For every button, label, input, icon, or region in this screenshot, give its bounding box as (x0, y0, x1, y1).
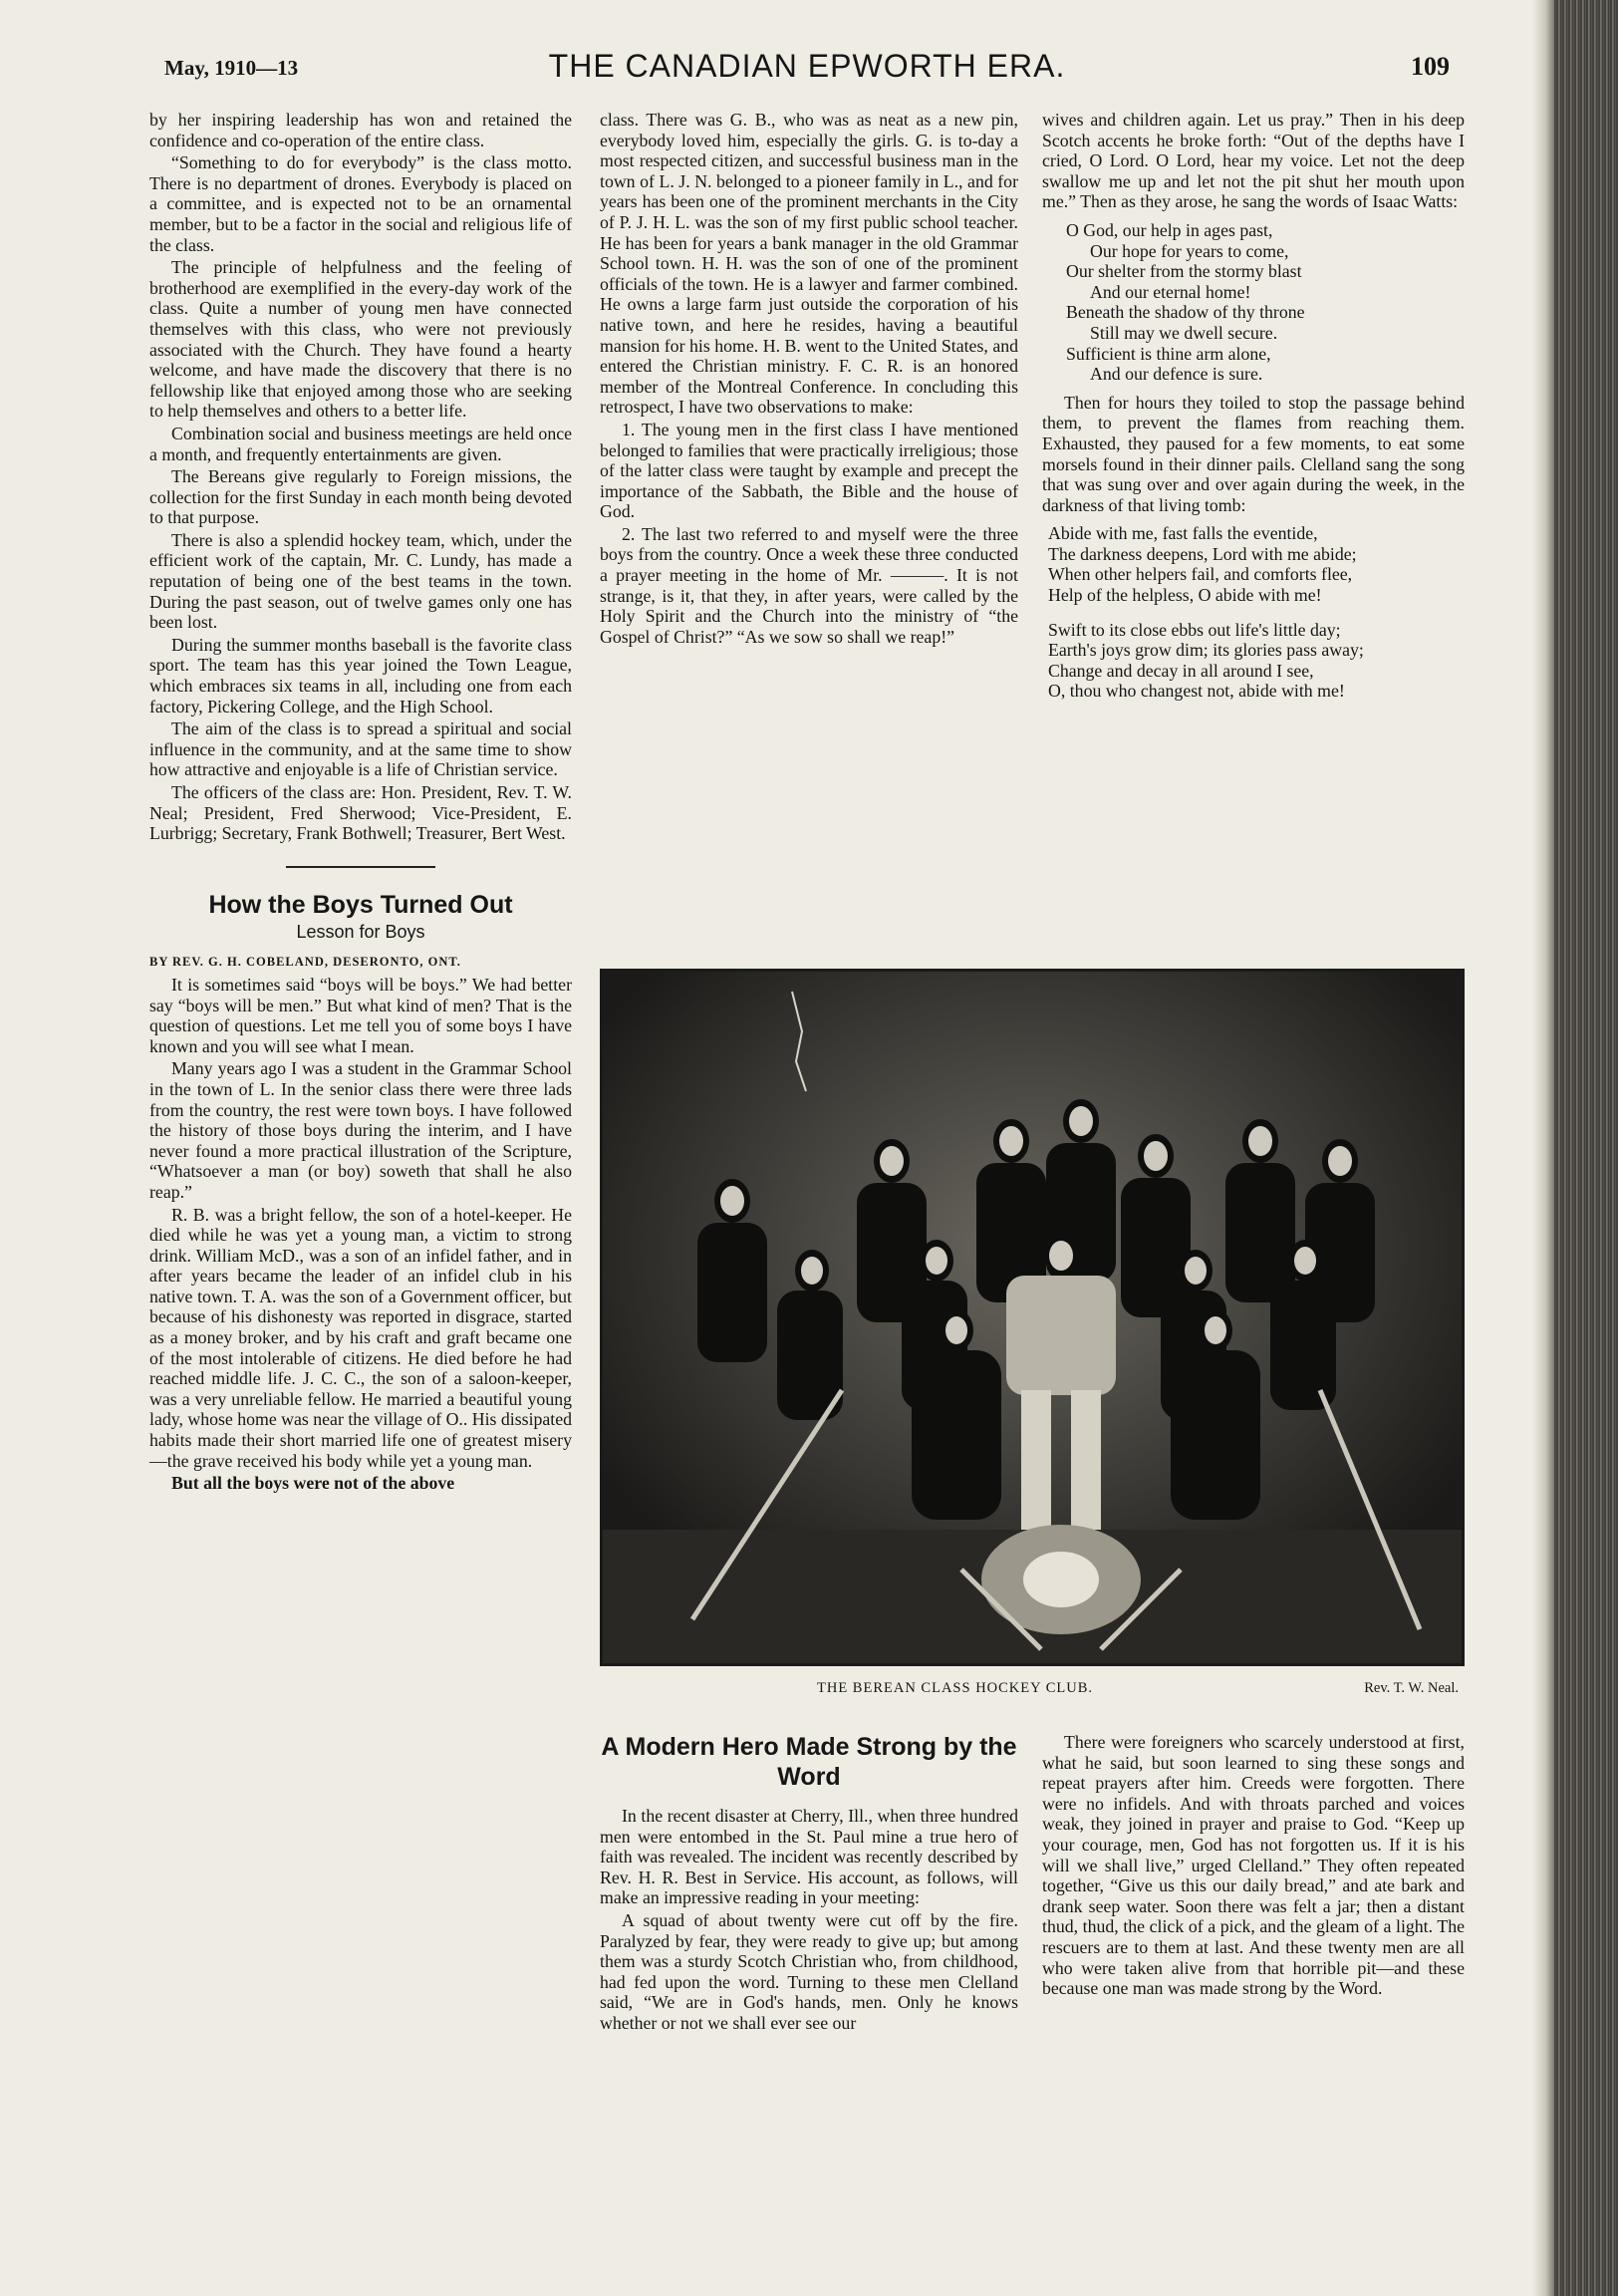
hymn-line: Still may we dwell secure. (1090, 322, 1278, 343)
paragraph: The aim of the class is to spread a spiritual and social influence in the community, and at the same time to show how attractive and enjoyable is a life of Christian service. (149, 718, 572, 780)
paragraph: 1. The young men in the first class I have mentioned belonged to families that were practically irreligious; those of the latter class were taught by example and precept the importance of the Sabbath, the Bible and the house of God. (600, 419, 1018, 522)
article-subtitle: Lesson for Boys (296, 921, 425, 942)
paragraph: But all the boys were not of the above (171, 1473, 455, 1494)
article-title: How the Boys Turned Out (208, 890, 513, 919)
hymn-line: O, thou who changest not, abide with me! (1048, 681, 1345, 702)
paragraph: There were foreigners who scarcely understood at first, what he said, but soon learned to sing these songs and repeat prayers after him. Creeds were forgotten. There were no infidels. And with throats parched and voices weak, they joined in prayer and praise to God. “Keep up your courage, men, God has not forgotten us. If it is his will we shall live,” urged Clelland.” They often repeated together, “Give us this our daily bread,” and ate bark and drank seep water. Soon there was felt a jar; then a distant thud, thud, the click of a pick, and the gleam of a light. The rescuers are to them at last. And these twenty men are all who were taken alive from that horrible pit—and these because one man was made strong by the Word. (1042, 1732, 1465, 1999)
hymn-line: Our shelter from the stormy blast (1066, 261, 1302, 282)
hymn-line: Sufficient is thine arm alone, (1066, 343, 1271, 364)
paragraph: R. B. was a bright fellow, the son of a hotel-keeper. He died while he was yet a young man, a victim to strong drink. William McD., was a son of an infidel father, and in after years became the leader of an infidel club in his native town. T. A. was the son of a Government officer, but because of his dishonesty was reported in disgrace, started as a money broker, and by his craft and graft became one of the most intolerable of citizens. He died before he had reached middle life. J. C. C., the son of a saloon-keeper, was a very unreliable fellow. He married a beautiful young lady, whose home was near the village of O.. His dissipated habits made their short married life one of greatest misery—the grave received his body while yet a young man. (149, 1204, 573, 1471)
paragraph: Combination social and business meetings are held once a month, and frequently entertainments are given. (149, 423, 572, 464)
paragraph: Then for hours they toiled to stop the passage behind them, to prevent the flames from reaching them. Exhausted, they paused for a few moments, to eat some morsels found in their dinner pails. Clelland sang the song that was sung over and over again during the week, in the darkness of that living tomb: (1042, 392, 1465, 515)
paragraph: The principle of helpfulness and the feeling of brotherhood are exemplified in the every-day work of the class. Quite a number of young men have connected themselves with this class, who were not previously associated with the Church. They have found a hearty welcome, and have made the discovery that there is no fellowship like that enjoyed among those who are seeking to help themselves and others to a better life. (149, 257, 572, 422)
page-gutter-shadow (1532, 0, 1554, 2296)
book-page-edges (1554, 0, 1618, 2296)
issue-date: May, 1910—13 (164, 56, 299, 80)
paragraph: A squad of about twenty were cut off by the fire. Paralyzed by fear, they were ready to give up; but among them was a sturdy Scotch Christian who, from childhood, had fed upon the word. Turning to these men Clelland said, “We are in God's hands, men. Only he knows whether or not we shall ever see our (600, 1909, 1018, 2033)
page-number: 109 (1411, 52, 1450, 81)
section-divider (286, 866, 435, 868)
hymn-line: And our defence is sure. (1090, 364, 1263, 385)
hymn-line: Help of the helpless, O abide with me! (1048, 585, 1322, 606)
paragraph: by her inspiring leadership has won and retained the confidence and co-operation of the entire class. (149, 110, 572, 150)
paragraph: There is also a splendid hockey team, which, under the efficient work of the captain, Mr. C. Lundy, has made a reputation of being one of the best teams in the town. During the past season, out of twelve games only one has been lost. (149, 529, 572, 633)
paragraph: wives and children again. Let us pray.” Then in his deep Scotch accents he broke forth: “Out of the depths have I cried, O Lord. O Lord, hear my voice. Let not the deep swallow me up and let not the pit shut her mouth upon me.” Then as they arose, he sang the words of Isaac Watts: (1042, 110, 1465, 212)
column-5 (1042, 1732, 1465, 2001)
hymn-line: Beneath the shadow of thy throne (1066, 302, 1305, 323)
paragraph: Many years ago I was a student in the Grammar School in the town of L. In the senior class there were three lads from the country, the rest were town boys. I have followed the history of those boys during the interim, and I have never found a more practical illustration of the Scripture, “Whatsoever a man (or boy) soweth that shall he also reap.” (149, 1058, 572, 1202)
article-byline: BY REV. G. H. COBELAND, DESERONTO, ONT. (149, 955, 461, 970)
team-photo-illustration (603, 972, 1462, 1663)
paragraph: 2. The last two referred to and myself were the three boys from the country. Once a week these three conducted a prayer meeting in the home of Mr. ———. It is not strange, is it, that they, in after years, were called by the Holy Spirit and the Church into the ministry of “the Gospel of Christ?” “As we sow so shall we reap!” (600, 523, 1018, 647)
running-header (164, 48, 1450, 88)
column-3 (1042, 110, 1465, 710)
photo-credit: Rev. T. W. Neal. (1364, 1680, 1459, 1696)
column-1 (149, 110, 572, 1496)
article-title: A Modern Hero Made Strong by the Word (601, 1733, 1017, 1791)
paragraph: “Something to do for everybody” is the class motto. There is no department of drones. Everybody is placed on a committee, and is expected not to be an ornamental member, but to be a factor in the social and religious life of the class. (149, 152, 572, 255)
paragraph: During the summer months baseball is the favorite class sport. The team has this year joined the Town League, which embraces six teams in all, including one from each factory, Pickering College, and the High School. (149, 634, 572, 717)
column-4 (600, 1732, 1018, 2036)
hockey-club-photograph (600, 969, 1465, 1666)
masthead: THE CANADIAN EPWORTH ERA. (548, 48, 1066, 84)
paragraph: class. There was G. B., who was as neat as a new pin, everybody loved him, especially the girls. G. is to-day a most respected citizen, and successful business man in the town of L. J. N. belonged to a pioneer family in L., and for years has been one of the prominent merchants in the City of P. J. H. L. was the son of my first public school teacher. He has been for years a bank manager in the old Grammar School town. H. H. was the son of one of the prominent officials of the town. He is a lawyer and farmer combined. He owns a large farm just outside the corporation of his native town, and here he resides, having a beautiful mansion for his home. H. B. went to the United States, and entered the Christian ministry. F. C. R. is an honored member of the Montreal Conference. In concluding this retrospect, I have two observations to make: (600, 110, 1018, 418)
paragraph: It is sometimes said “boys will be boys.” We had better say “boys will be men.” But what kind of men? That is the question of questions. Let me tell you of some boys I have known and you will see what I mean. (149, 974, 572, 1056)
hymn-line: O God, our help in ages past, (1066, 219, 1273, 240)
column-2 (600, 110, 1018, 649)
photo-caption: THE BEREAN CLASS HOCKEY CLUB. (817, 1680, 1093, 1696)
paragraph: The officers of the class are: Hon. President, Rev. T. W. Neal; President, Fred Sherwood; Vice-President, E. Lurbrigg; Secretary, Frank Bothwell; Treasurer, Bert West. (149, 782, 572, 844)
hymn-line (1048, 606, 1465, 620)
hymn-line: Our hope for years to come, (1090, 240, 1289, 261)
paragraph: The Bereans give regularly to Foreign missions, the collection for the first Sunday in each month being devoted to that purpose. (149, 466, 572, 528)
hymn-verse-2 (1048, 523, 1465, 702)
hymn-line: And our eternal home! (1090, 281, 1251, 302)
hymn-line: The darkness deepens, Lord with me abide; (1048, 543, 1357, 564)
hymn-line: Earth's joys grow dim; its glories pass away; (1048, 640, 1364, 661)
hymn-line: Abide with me, fast falls the eventide, (1048, 523, 1318, 544)
paragraph: In the recent disaster at Cherry, Ill., when three hundred men were entombed in the St. Paul mine a true hero of faith was revealed. The incident was recently described by Rev. H. R. Best in Service. His account, as follows, will make an impressive reading in your meeting: (600, 1806, 1018, 1908)
hymn-line: Swift to its close ebbs out life's little day; (1048, 619, 1341, 640)
hymn-line: Change and decay in all around I see, (1048, 660, 1314, 681)
hymn-line: When other helpers fail, and comforts flee, (1048, 564, 1353, 585)
hymn-verse-1 (1066, 220, 1465, 385)
